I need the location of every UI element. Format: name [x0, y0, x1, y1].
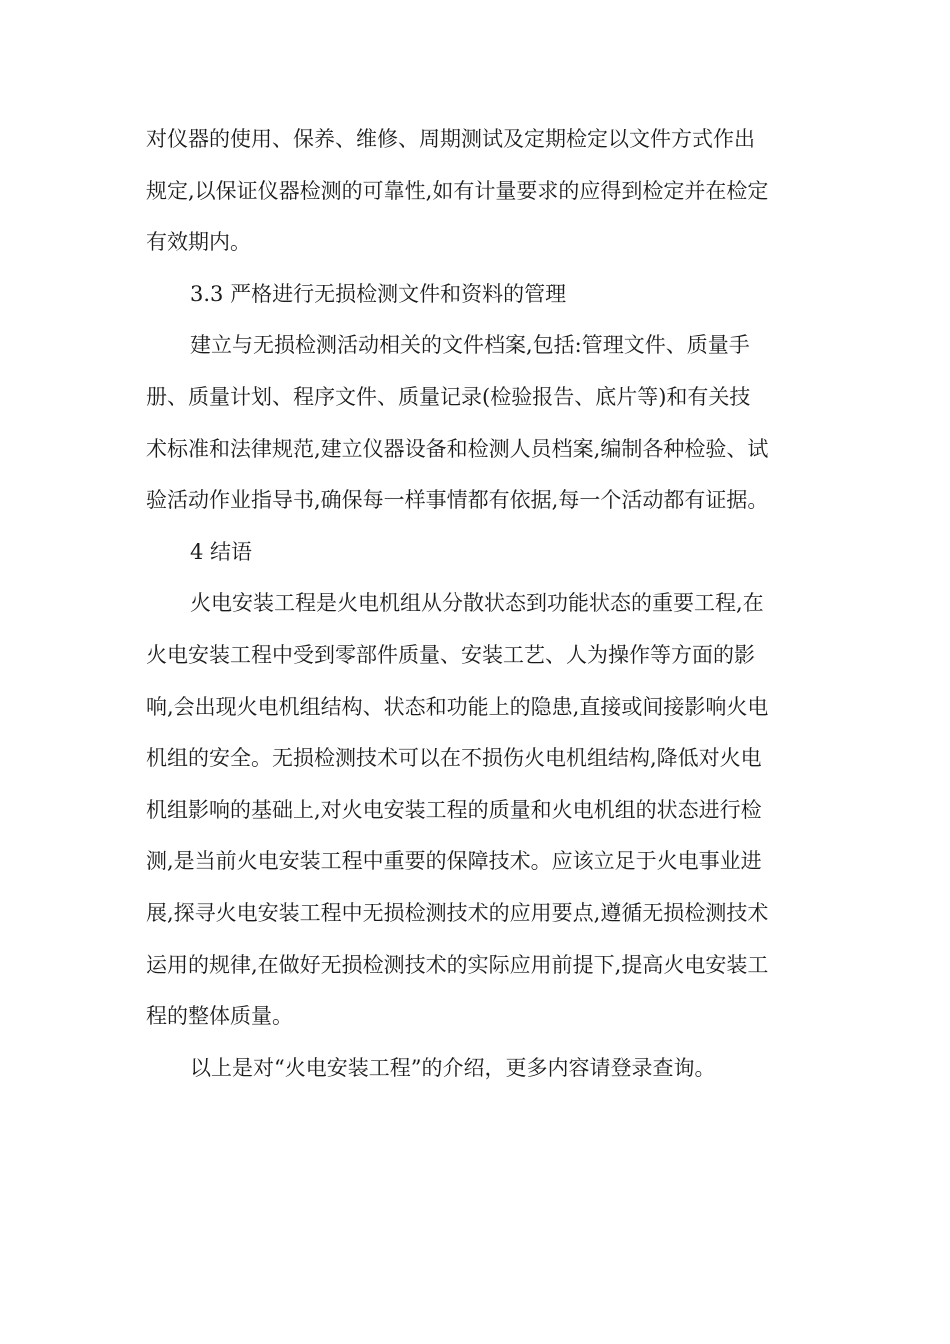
paragraph-line: 机组影响的基础上,对火电安装工程的质量和火电机组的状态进行检 — [146, 797, 762, 822]
paragraph-line: 运用的规律,在做好无损检测技术的实际应用前提下,提高火电安装工 — [146, 952, 769, 977]
paragraph-line: 术标准和法律规范,建立仪器设备和检测人员档案,编制各种检验、试 — [146, 436, 769, 461]
paragraph-line: 验活动作业指导书,确保每一样事情都有依据,每一个活动都有证据。 — [146, 488, 769, 513]
paragraph-line: 响,会出现火电机组结构、状态和功能上的隐患,直接或间接影响火电 — [146, 694, 769, 719]
paragraph-line: 册、质量计划、程序文件、质量记录(检验报告、底片等)和有关技 — [146, 384, 751, 409]
paragraph-line: 对仪器的使用、保养、维修、周期测试及定期检定以文件方式作出 — [146, 127, 755, 151]
paragraph-line: 程的整体质量。 — [146, 1004, 293, 1029]
paragraph-line: 建立与无损检测活动相关的文件档案,包括:管理文件、质量手 — [190, 333, 750, 358]
section-heading: 4 结语 — [190, 539, 253, 564]
paragraph-line: 展,探寻火电安装工程中无损检测技术的应用要点,遵循无损检测技术 — [146, 900, 769, 925]
paragraph-line: 规定,以保证仪器检测的可靠性,如有计量要求的应得到检定并在检定 — [146, 178, 769, 203]
paragraph-line: 有效期内。 — [146, 230, 251, 255]
document-body — [146, 114, 808, 1094]
section-heading: 3.3 严格进行无损检测文件和资料的管理 — [190, 281, 567, 306]
paragraph-line: 火电安装工程是火电机组从分散状态到功能状态的重要工程,在 — [190, 591, 764, 616]
closing-line: 以上是对“火电安装工程”的介绍，更多内容请登录查询。 — [190, 1055, 716, 1080]
paragraph-line: 火电安装工程中受到零部件质量、安装工艺、人为操作等方面的影 — [146, 642, 755, 667]
paragraph-line: 测,是当前火电安装工程中重要的保障技术。应该立足于火电事业进 — [146, 849, 762, 874]
paragraph-line: 机组的安全。无损检测技术可以在不损伤火电机组结构,降低对火电 — [146, 746, 762, 771]
